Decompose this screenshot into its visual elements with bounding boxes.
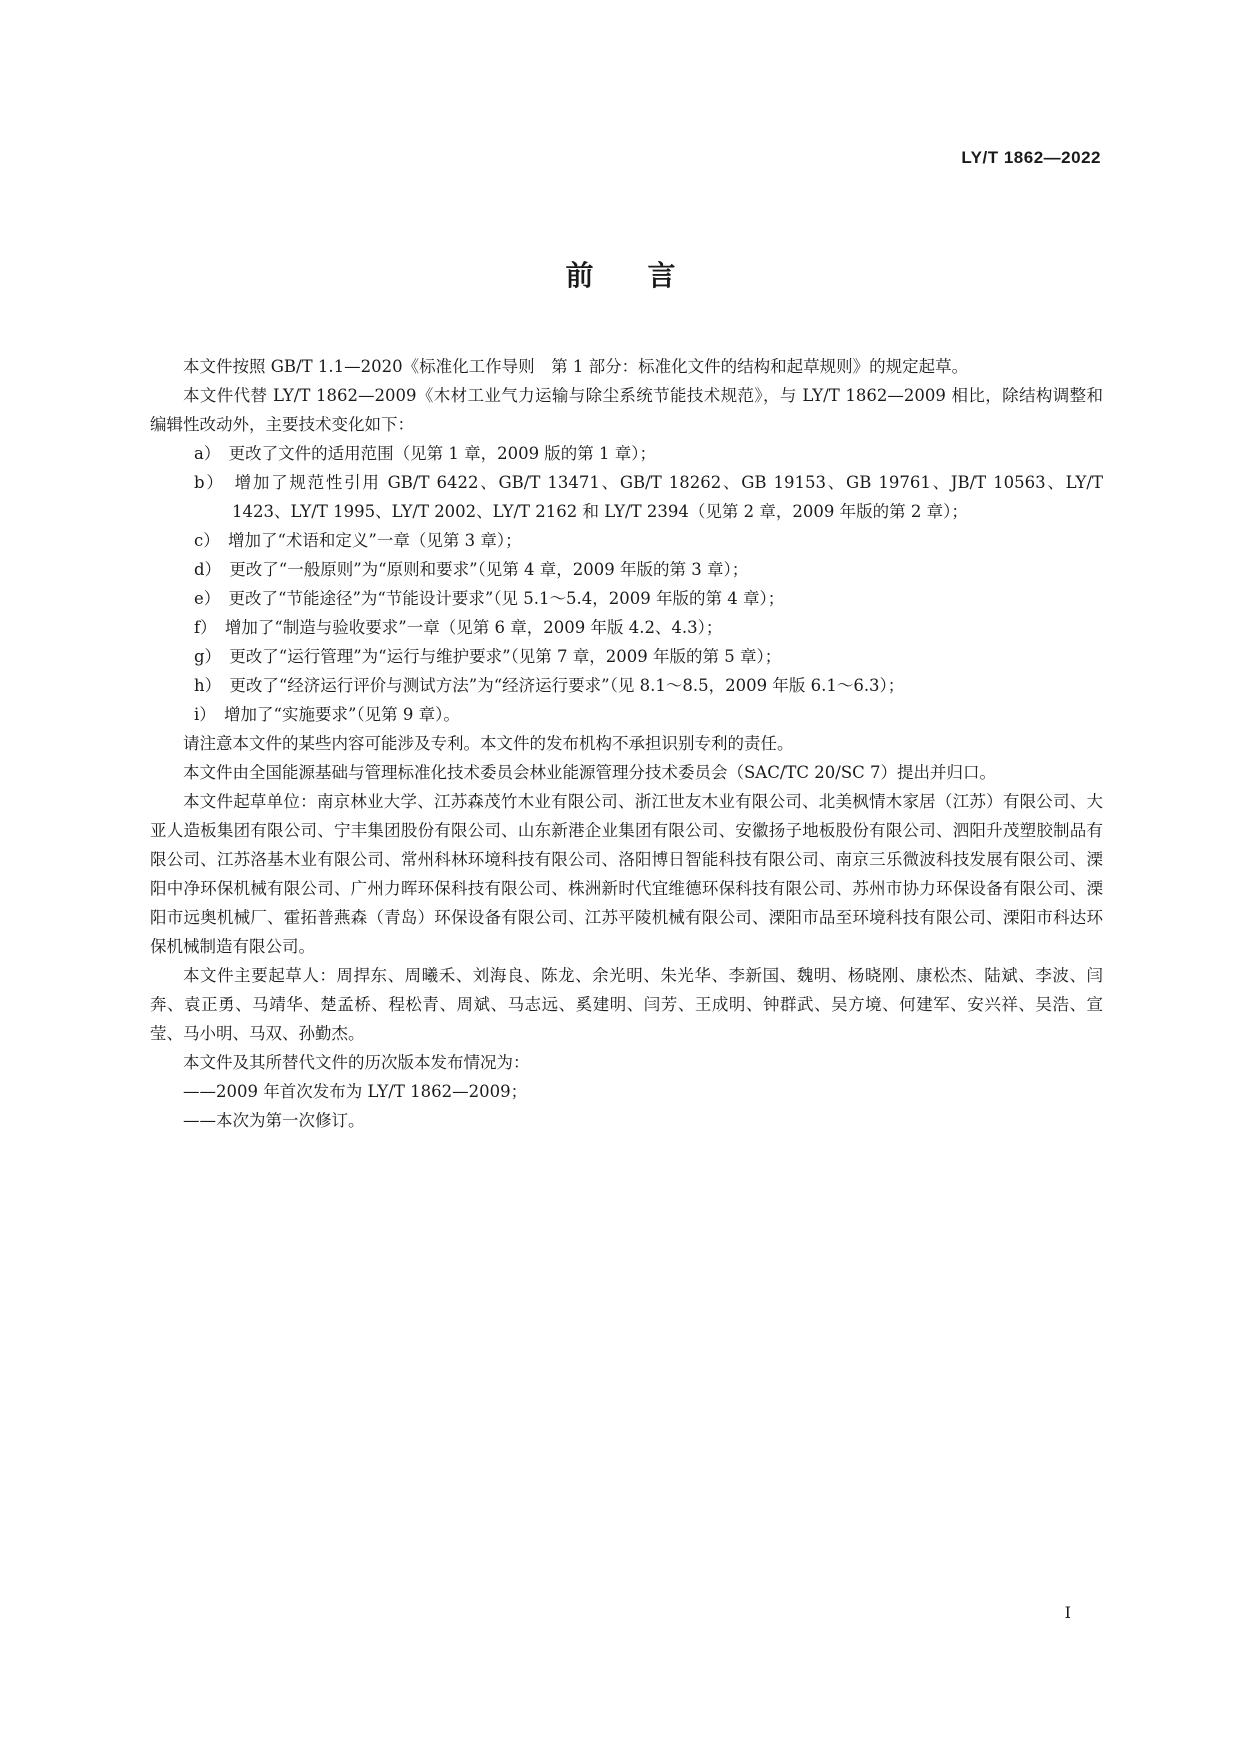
- page-title: 前言: [565, 259, 730, 292]
- change-item-e: e） 更改了“节能途径”为“节能设计要求”（见 5.1～5.4，2009 年版的第 4 章）；: [194, 589, 785, 608]
- history-item-current: ——本次为第一次修订。: [183, 1111, 365, 1130]
- paragraph-drafting-units: 本文件起草单位：南京林业大学、江苏森茂竹木业有限公司、浙江世友木业有限公司、北美枫情木家居（江苏）有限公司、大亚人造板集团有限公司、宁丰集团股份有限公司、山东新港企业集团有限公司、安徽扬子地板股份有限公司、泗阳升茂塑胶制品有限公司、江苏洛基木业有限公司、常州科林环境科技有限公司、洛阳博日智能科技有限公司、南京三乐微波科技发展有限公司、溧阳中净环保机械有限公司、广州力晖环保科技有限公司、株洲新时代宜维德环保科技有限公司、苏州市协力环保设备有限公司、溧阳市远奥机械厂、霍拓普燕森（青岛）环保设备有限公司、江苏平陵机械有限公司、溧阳市品至环境科技有限公司、溧阳市科达环保机械制造有限公司。: [150, 792, 1103, 956]
- change-item-g: g） 更改了“运行管理”为“运行与维护要求”（见第 7 章，2009 年版的第 5 章）；: [194, 647, 782, 666]
- paragraph-proposer: 本文件由全国能源基础与管理标准化技术委员会林业能源管理分技术委员会（SAC/TC 20/SC 7）提出并归口。: [183, 763, 997, 782]
- change-item-a: a） 更改了文件的适用范围（见第 1 章，2009 版的第 1 章）；: [194, 444, 657, 463]
- change-item-h: h） 更改了“经济运行评价与测试方法”为“经济运行要求”（见 8.1～8.5，2009 年版 6.1～6.3）；: [194, 676, 905, 695]
- page-number: I: [1064, 1603, 1071, 1622]
- history-item-first: ——2009 年首次发布为 LY/T 1862—2009；: [183, 1082, 528, 1101]
- change-item-d: d） 更改了“一般原则”为“原则和要求”（见第 4 章，2009 年版的第 3 章）；: [194, 560, 749, 579]
- paragraph-history-intro: 本文件及其所替代文件的历次版本发布情况为：: [183, 1053, 530, 1072]
- foreword-body: [150, 352, 1103, 1135]
- paragraph-basis: 本文件按照 GB/T 1.1—2020《标准化工作导则 第 1 部分：标准化文件的结构和起草规则》的规定起草。: [183, 357, 969, 376]
- change-item-b: b） 增加了规范性引用 GB/T 6422、GB/T 13471、GB/T 18262、GB 19153、GB 19761、JB/T 10563、LY/T 1423、LY/T 1995、LY/T 2002、LY/T 2162 和 LY/T 2394（见第 2 章，2009 年版的第 2 章）；: [194, 473, 1103, 521]
- paragraph-replacement: 本文件代替 LY/T 1862—2009《木材工业气力运输与除尘系统节能技术规范》，与 LY/T 1862—2009 相比，除结构调整和编辑性改动外，主要技术变化如下：: [150, 386, 1103, 434]
- change-item-i: i） 增加了“实施要求”（见第 9 章）。: [194, 705, 460, 724]
- paragraph-patent-notice: 请注意本文件的某些内容可能涉及专利。本文件的发布机构不承担识别专利的责任。: [183, 734, 794, 753]
- standard-code: LY/T 1862—2022: [961, 148, 1101, 167]
- paragraph-drafters: 本文件主要起草人：周捍东、周曦禾、刘海良、陈龙、余光明、朱光华、李新国、魏明、杨晓刚、康松杰、陆斌、李波、闫奔、袁正勇、马靖华、楚孟桥、程松青、周斌、马志远、奚建明、闫芳、王成明、钟群武、吴方境、何建军、安兴祥、吴浩、宣莹、马小明、马双、孙勤杰。: [150, 966, 1103, 1043]
- change-item-f: f） 增加了“制造与验收要求”一章（见第 6 章，2009 年版 4.2、4.3）；: [194, 618, 723, 637]
- change-item-c: c） 增加了“术语和定义”一章（见第 3 章）；: [194, 531, 522, 550]
